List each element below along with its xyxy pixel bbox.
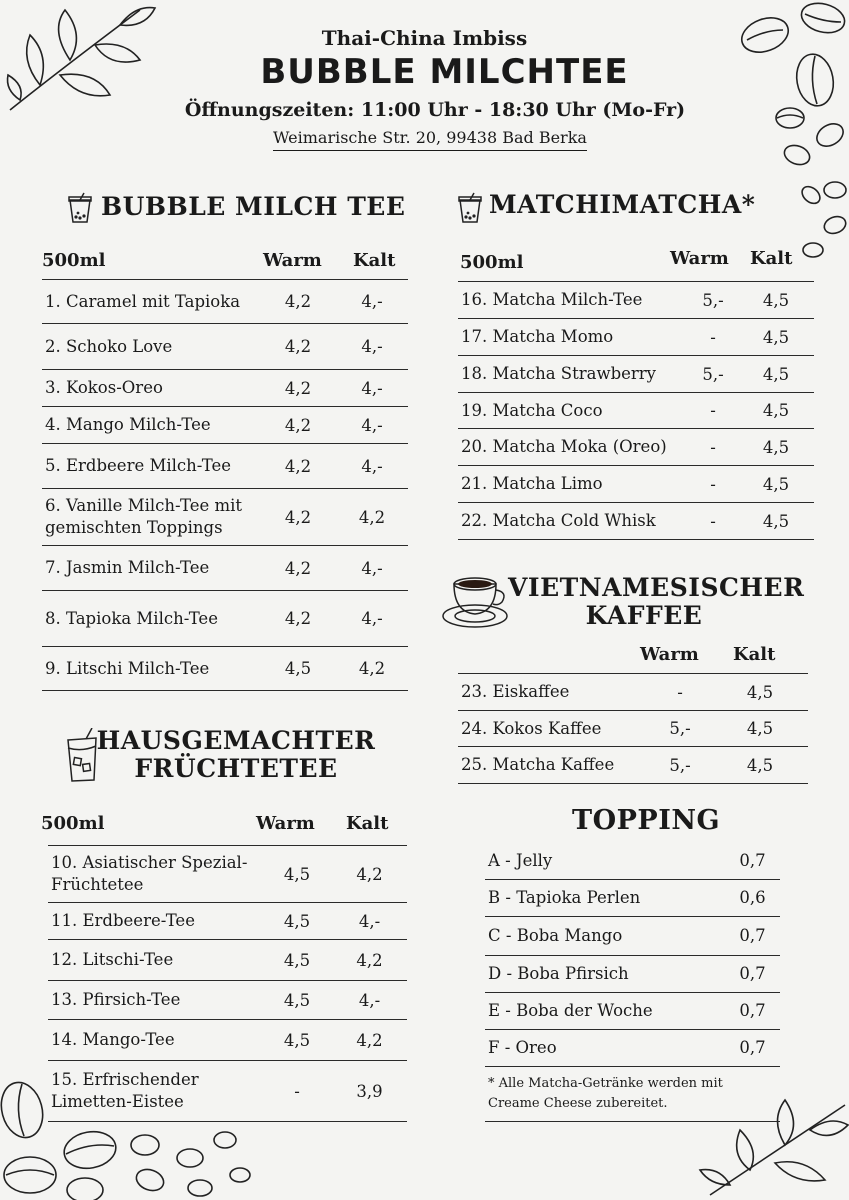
table-row (42, 489, 408, 546)
divider (485, 1121, 780, 1122)
section-title-topping: TOPPING (572, 805, 721, 836)
price-kalt: 3,9 (332, 1061, 407, 1122)
section-title-coffee (508, 573, 805, 630)
bubble-table (42, 279, 408, 691)
table-row (485, 879, 780, 916)
price-warm: - (688, 466, 738, 503)
item-name: 16. Matcha Milch-Tee (458, 282, 688, 319)
price-warm: 4,5 (262, 1020, 332, 1061)
price-kalt: 4,5 (738, 393, 814, 429)
warm-header: Warm (263, 250, 322, 271)
price-kalt: 4,5 (712, 711, 808, 747)
price-kalt: 4,2 (332, 1020, 407, 1061)
table-row (48, 846, 407, 903)
item-name: 23. Eiskaffee (458, 674, 648, 711)
price-kalt: 4,5 (738, 503, 814, 540)
price-kalt: 4,- (336, 407, 408, 444)
price: 0,7 (725, 992, 780, 1029)
price-warm: 4,2 (260, 324, 336, 370)
item-name: D - Boba Pfirsich (485, 955, 725, 992)
item-name: 24. Kokos Kaffee (458, 711, 648, 747)
item-name: 2. Schoko Love (42, 324, 260, 370)
page-title: BUBBLE MILCHTEE (260, 52, 629, 92)
price-kalt: 4,2 (332, 846, 407, 903)
price: 0,7 (725, 955, 780, 992)
price-kalt: 4,5 (738, 356, 814, 393)
price: 0,7 (725, 1029, 780, 1066)
item-name: 7. Jasmin Milch-Tee (42, 546, 260, 591)
price-warm: 4,2 (260, 407, 336, 444)
price-warm: - (262, 1061, 332, 1122)
item-name: 6. Vanille Milch-Tee mit gemischten Toppings (42, 489, 260, 546)
price-kalt: 4,5 (738, 282, 814, 319)
kalt-header: Kalt (750, 248, 793, 269)
item-name: 11. Erdbeere-Tee (48, 903, 262, 940)
price-kalt: 4,2 (332, 940, 407, 981)
table-row (42, 370, 408, 407)
price-kalt: 4,2 (336, 489, 408, 546)
item-name: C - Boba Mango (485, 916, 725, 955)
price-warm: 5,- (648, 711, 712, 747)
size-header: 500ml (41, 813, 105, 834)
table-row (48, 1061, 407, 1122)
price-kalt: 4,- (336, 546, 408, 591)
table-row (42, 647, 408, 691)
item-name: 5. Erdbeere Milch-Tee (42, 444, 260, 489)
table-row (458, 393, 814, 429)
table-row (48, 1020, 407, 1061)
price-kalt: 4,- (336, 324, 408, 370)
price: 0,7 (725, 843, 780, 879)
item-name: 12. Litschi-Tee (48, 940, 262, 981)
warm-header: Warm (640, 644, 699, 665)
kalt-header: Kalt (733, 644, 776, 665)
topping-table (485, 843, 780, 1067)
item-name: 15. Erfrischender Limetten-Eistee (48, 1061, 262, 1122)
price-warm: 5,- (648, 747, 712, 784)
price-kalt: 4,5 (712, 747, 808, 784)
item-name: E - Boba der Woche (485, 992, 725, 1029)
table-row (42, 444, 408, 489)
item-name: 4. Mango Milch-Tee (42, 407, 260, 444)
price-warm: 4,5 (262, 940, 332, 981)
table-row (458, 747, 808, 784)
price-warm: 4,2 (260, 546, 336, 591)
price-kalt: 4,- (336, 280, 408, 324)
price-warm: - (688, 429, 738, 466)
item-name: A - Jelly (485, 843, 725, 879)
price-warm: 4,2 (260, 370, 336, 407)
table-row (42, 546, 408, 591)
item-name: 19. Matcha Coco (458, 393, 688, 429)
matcha-footnote: * Alle Matcha-Getränke werden mit Creame Cheese zubereitet. (488, 1076, 723, 1111)
price-warm: 4,5 (262, 981, 332, 1020)
address: Weimarische Str. 20, 99438 Bad Berka (273, 128, 587, 151)
item-name: 25. Matcha Kaffee (458, 747, 648, 784)
price-warm: 4,2 (260, 489, 336, 546)
item-name: 22. Matcha Cold Whisk (458, 503, 688, 540)
table-row (42, 407, 408, 444)
table-row (485, 843, 780, 879)
matcha-table (458, 281, 814, 540)
price-kalt: 4,- (332, 981, 407, 1020)
bubble-tea-cup-icon (66, 192, 94, 224)
item-name: 14. Mango-Tee (48, 1020, 262, 1061)
price-kalt: 4,5 (738, 429, 814, 466)
table-row (458, 466, 814, 503)
table-row (485, 1029, 780, 1066)
price-kalt: 4,- (336, 444, 408, 489)
table-row (485, 916, 780, 955)
table-row (458, 319, 814, 356)
warm-header: Warm (256, 813, 315, 834)
price-kalt: 4,5 (738, 319, 814, 356)
price-warm: 4,2 (260, 444, 336, 489)
table-row (48, 940, 407, 981)
coffee-cup-saucer-icon (440, 570, 510, 630)
section-title-matcha: MATCHIMATCHA* (489, 190, 756, 219)
warm-header: Warm (670, 248, 729, 269)
opening-hours: Öffnungszeiten: 11:00 Uhr - 18:30 Uhr (Mo-Fr) (184, 99, 686, 121)
restaurant-name: Thai-China Imbiss (321, 26, 528, 50)
price-warm: 4,5 (262, 903, 332, 940)
section-title-fruit (96, 727, 376, 783)
price-kalt: 4,- (336, 370, 408, 407)
price-kalt: 4,5 (738, 466, 814, 503)
price-warm: 4,2 (260, 591, 336, 647)
item-name: F - Oreo (485, 1029, 725, 1066)
price-warm: 4,5 (260, 647, 336, 691)
table-row (458, 356, 814, 393)
table-row (42, 591, 408, 647)
price-warm: - (688, 393, 738, 429)
section-title-bubble: BUBBLE MILCH TEE (101, 192, 406, 221)
item-name: B - Tapioka Perlen (485, 879, 725, 916)
price-warm: 4,5 (262, 846, 332, 903)
price-warm: 5,- (688, 282, 738, 319)
table-row (458, 711, 808, 747)
table-row (48, 981, 407, 1020)
fruit-table (48, 845, 407, 1122)
price-kalt: 4,5 (712, 674, 808, 711)
kalt-header: Kalt (353, 250, 396, 271)
price-kalt: 4,2 (336, 647, 408, 691)
item-name: 1. Caramel mit Tapioka (42, 280, 260, 324)
price-warm: - (648, 674, 712, 711)
table-row (485, 992, 780, 1029)
table-row (458, 429, 814, 466)
item-name: 21. Matcha Limo (458, 466, 688, 503)
item-name: 8. Tapioka Milch-Tee (42, 591, 260, 647)
section-title-line: FRÜCHTETEE (134, 754, 338, 783)
price-kalt: 4,- (332, 903, 407, 940)
bubble-tea-cup-icon (456, 192, 484, 224)
item-name: 18. Matcha Strawberry (458, 356, 688, 393)
price: 0,6 (725, 879, 780, 916)
size-header: 500ml (42, 250, 106, 271)
price: 0,7 (725, 916, 780, 955)
item-name: 3. Kokos-Oreo (42, 370, 260, 407)
table-row (42, 280, 408, 324)
price-warm: 5,- (688, 356, 738, 393)
item-name: 9. Litschi Milch-Tee (42, 647, 260, 691)
table-row (458, 674, 808, 711)
section-title-line: HAUSGEMACHTER (96, 726, 376, 755)
item-name: 10. Asiatischer Spezial-Früchtetee (48, 846, 262, 903)
price-warm: 4,2 (260, 280, 336, 324)
item-name: 20. Matcha Moka (Oreo) (458, 429, 688, 466)
table-row (42, 324, 408, 370)
price-warm: - (688, 503, 738, 540)
table-row (48, 903, 407, 940)
price-warm: - (688, 319, 738, 356)
table-row (485, 955, 780, 992)
coffee-table (458, 673, 808, 784)
price-kalt: 4,- (336, 591, 408, 647)
table-row (458, 503, 814, 540)
table-row (458, 282, 814, 319)
item-name: 17. Matcha Momo (458, 319, 688, 356)
size-header: 500ml (460, 252, 524, 273)
section-title-line: VIETNAMESISCHER (508, 573, 805, 602)
item-name: 13. Pfirsich-Tee (48, 981, 262, 1020)
kalt-header: Kalt (346, 813, 389, 834)
section-title-line: KAFFEE (585, 601, 703, 630)
